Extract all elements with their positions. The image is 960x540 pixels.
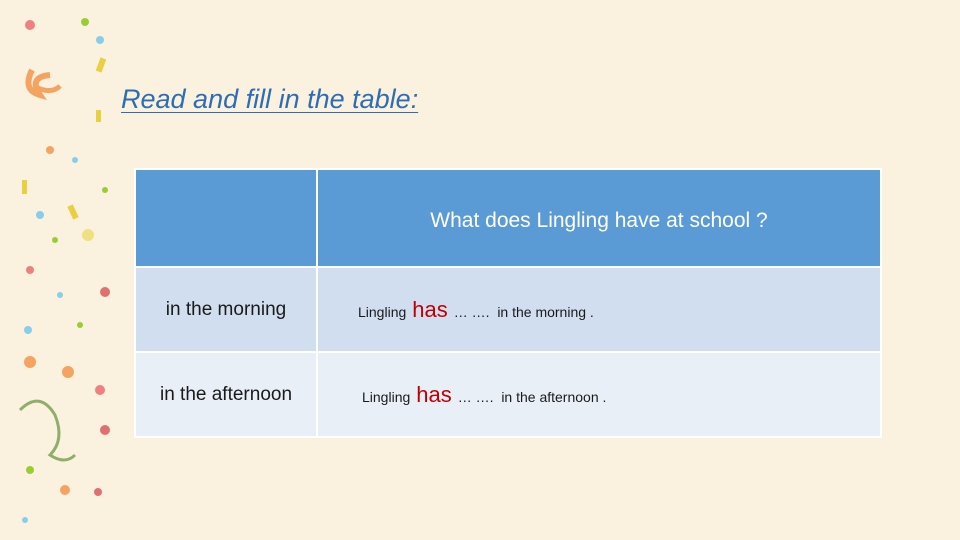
sentence-tail: in the morning . [497, 303, 594, 320]
row-label: in the morning [135, 267, 317, 352]
sentence-verb: has [412, 296, 448, 322]
sentence-subject: Lingling [362, 388, 411, 405]
table-header-row [135, 169, 881, 267]
sentence-blank: … …. [453, 303, 490, 320]
header-empty-cell [135, 169, 317, 267]
sentence-verb: has [416, 381, 452, 407]
sentence-tail: in the afternoon . [501, 388, 607, 405]
header-question: What does Lingling have at school ? [317, 169, 881, 267]
answer-sentence [317, 267, 881, 352]
table-row [135, 267, 881, 352]
table-row [135, 352, 881, 437]
fill-in-table [134, 168, 882, 438]
sentence-blank: … …. [457, 388, 494, 405]
row-label: in the afternoon [135, 352, 317, 437]
slide-title: Read and fill in the table: [121, 84, 419, 114]
confetti-decoration [0, 0, 130, 540]
answer-sentence [317, 352, 881, 437]
sentence-subject: Lingling [358, 303, 407, 320]
